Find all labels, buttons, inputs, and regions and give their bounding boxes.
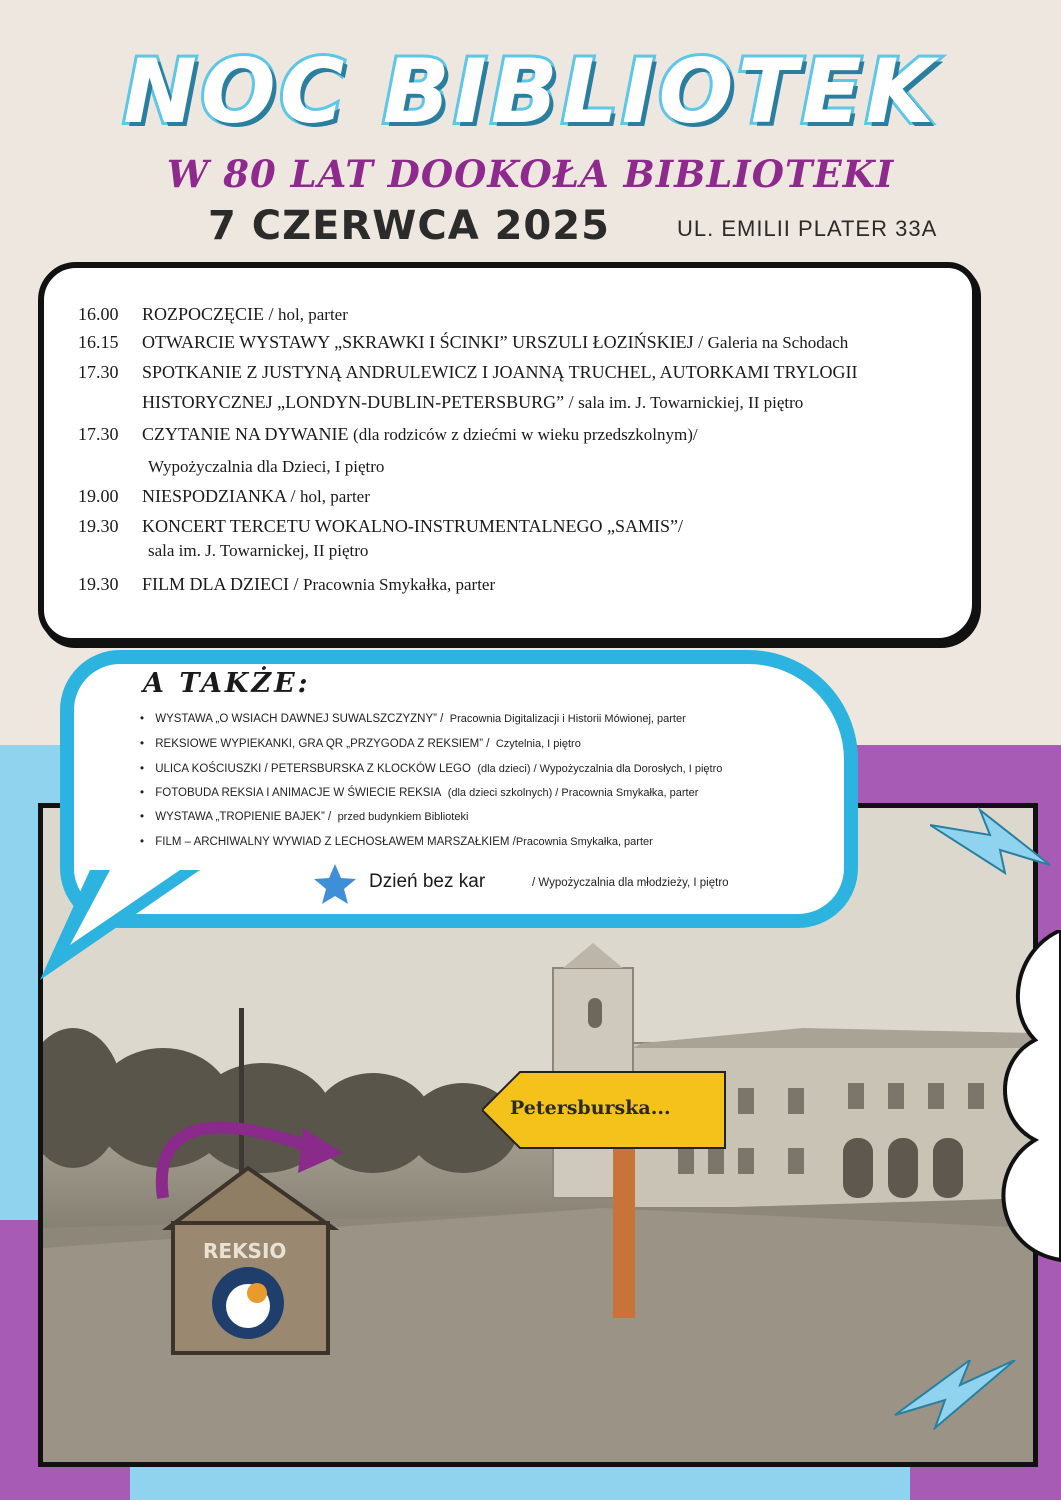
schedule-title: KONCERT TERCETU WOKALNO-INSTRUMENTALNEGO „SAMIS”/ (142, 516, 683, 536)
schedule-time: 16.15 (78, 332, 119, 352)
speech-bubble-tail (30, 870, 250, 990)
reksio-logo-text: REKSIO (203, 1239, 287, 1263)
also-title: A TAKŻE: (143, 668, 311, 699)
schedule-location: hol, parter (300, 487, 370, 506)
star-icon (313, 863, 357, 905)
schedule-title: ROZPOCZĘCIE / (142, 304, 274, 324)
schedule-title: HISTORYCZNEJ „LONDYN-DUBLIN-PETERSBURG” / (142, 392, 574, 412)
also-item-location: przed budynkiem Biblioteki (337, 811, 469, 823)
event-address: UL. EMILII PLATER 33A (677, 216, 938, 241)
lightning-icon (930, 805, 1055, 875)
schedule-title: FILM DLA DZIECI / (142, 574, 299, 594)
schedule-time: 17.30 (78, 362, 119, 382)
schedule-row (78, 516, 683, 537)
schedule-time: 19.00 (78, 486, 119, 506)
also-item-location: Pracownia Digitalizacji i Historii Mówionej, parter (449, 713, 686, 725)
sign-post (613, 1146, 635, 1318)
schedule-time: 17.30 (78, 424, 119, 444)
also-item-name: FILM – ARCHIWALNY WYWIAD Z LECHOSŁAWEM MARSZAŁKIEM / (155, 836, 516, 848)
also-item-location: Pracownia Smykałka, parter (515, 836, 653, 848)
schedule-location: Pracownia Smykałka, parter (303, 575, 496, 594)
event-date: 7 CZERWCA 2025 (208, 203, 610, 249)
schedule-row (78, 304, 348, 325)
schedule-location: Galeria na Schodach (707, 333, 849, 352)
schedule-row (78, 362, 858, 383)
also-list-item (140, 811, 468, 823)
schedule-time: 19.30 (78, 574, 119, 594)
page-subtitle: W 80 LAT DOOKOŁA BIBLIOTEKI (166, 152, 895, 196)
schedule-row (78, 332, 848, 353)
schedule-location: (dla rodziców z dziećmi w wieku przedszkolnym)/ (353, 425, 698, 444)
also-item-name: ULICA KOŚCIUSZKI / PETERSBURSKA Z KLOCKÓW LEGO (155, 763, 471, 775)
also-item-name: FOTOBUDA REKSIA I ANIMACJE W ŚWIECIE REKSIA (155, 787, 442, 799)
cloud-decoration (975, 930, 1061, 1350)
schedule-location: hol, parter (278, 305, 348, 324)
schedule-title: CZYTANIE NA DYWANIE (142, 424, 349, 444)
also-list-item (140, 738, 581, 750)
also-item-name: WYSTAWA „O WSIACH DAWNEJ SUWALSZCZYZNY” / (155, 713, 444, 725)
also-item-location: Czytelnia, I piętro (495, 738, 581, 750)
also-list-item (140, 763, 722, 775)
schedule-row (78, 424, 698, 445)
also-item-location: (dla dzieci) / Wypożyczalnia dla Dorosłych, I piętro (477, 763, 723, 775)
schedule-title: OTWARCIE WYSTAWY „SKRAWKI I ŚCINKI” URSZULI ŁOZIŃSKIEJ / (142, 332, 704, 352)
schedule-box (38, 262, 978, 644)
direction-sign-text: Petersburska... (510, 1097, 671, 1119)
schedule-title: SPOTKANIE Z JUSTYNĄ ANDRULEWICZ I JOANNĄ TRUCHEL, AUTORKAMI TRYLOGII (142, 362, 858, 382)
schedule-location: Wypożyczalnia dla Dzieci, I piętro (148, 457, 385, 476)
also-item-name: REKSIOWE WYPIEKANKI, GRA QR „PRZYGODA Z REKSIEM” / (155, 738, 490, 750)
page-title: NOC BIBLIOTEK (123, 40, 938, 143)
also-item-name: WYSTAWA „TROPIENIE BAJEK” / (155, 811, 332, 823)
also-list-item (140, 713, 686, 725)
schedule-row (78, 486, 370, 507)
schedule-time: 16.00 (78, 304, 119, 324)
schedule-title: NIESPODZIANKA / (142, 486, 296, 506)
schedule-time: 19.30 (78, 516, 119, 536)
schedule-location: sala im. J. Towarnickiej, II piętro (578, 393, 804, 412)
special-label: Dzień bez kar (369, 871, 486, 892)
schedule-row (78, 574, 495, 595)
also-list-item (140, 787, 698, 799)
schedule-row (148, 456, 384, 477)
special-location: / Wypożyczalnia dla młodzieży, I piętro (532, 877, 729, 889)
also-item-location: (dla dzieci szkolnych) / Pracownia Smykałka, parter (447, 787, 699, 799)
lightning-icon (890, 1360, 1020, 1430)
schedule-location: sala im. J. Towarnickej, II piętro (148, 541, 369, 560)
also-list-item (140, 836, 653, 848)
schedule-row (148, 540, 368, 561)
schedule-row (142, 392, 803, 413)
